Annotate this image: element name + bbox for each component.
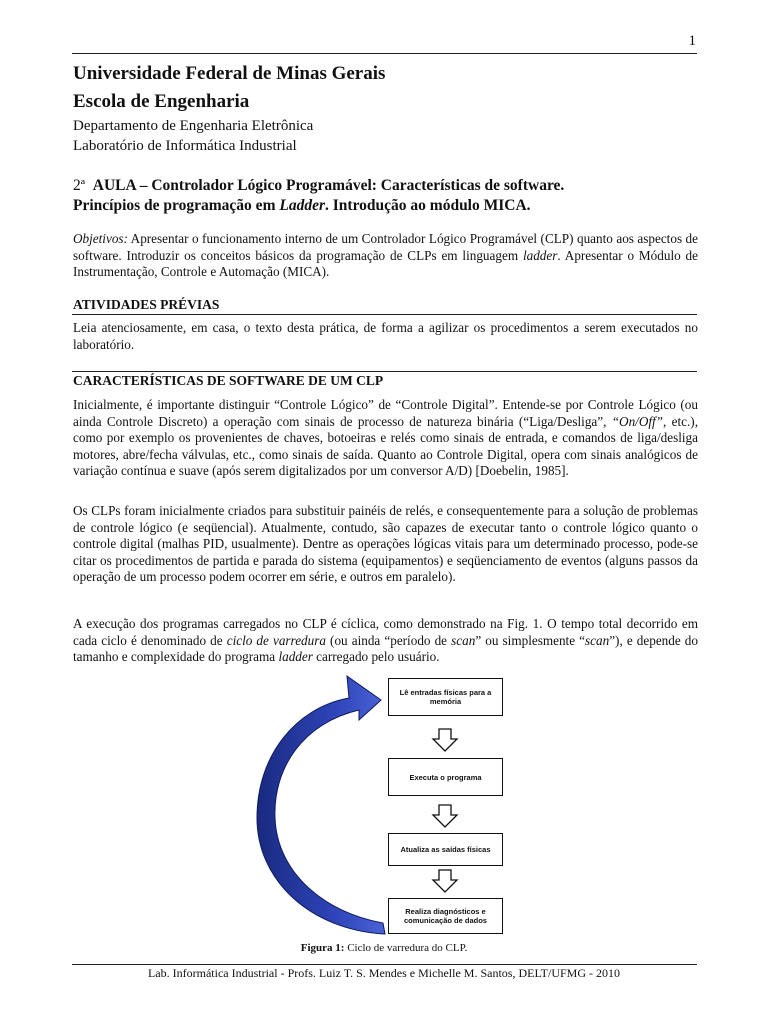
paragraph-italic: scan xyxy=(585,632,610,648)
down-arrow-icon xyxy=(431,869,459,893)
section-heading-previous-activities: ATIVIDADES PRÉVIAS xyxy=(73,297,220,312)
lesson-title-line2b: . Introdução ao módulo MICA. xyxy=(325,197,531,214)
objectives-ladder: ladder xyxy=(522,247,558,263)
scan-cycle-figure xyxy=(255,668,535,940)
lesson-title-ladder: Ladder xyxy=(279,197,325,214)
paragraph-italic: scan xyxy=(451,632,476,648)
paragraph-text: carregado pelo usuário. xyxy=(312,649,440,665)
paragraph-text: Inicialmente, é importante distinguir “Controle Lógico” de “Controle Digital”. Entende-se por Controle Lógico (ou ainda Controle Discreto) a operação com sinais de processo de natureza binária (“Liga/Desliga”, xyxy=(73,397,698,429)
down-arrow-icon xyxy=(431,804,459,828)
caption-text: Ciclo de varredura do CLP. xyxy=(344,942,468,954)
school-name: Escola de Engenharia xyxy=(73,91,250,112)
page-footer: Lab. Informática Industrial - Profs. Luiz T. S. Mendes e Michelle M. Santos, DELT/UFMG - 2010 xyxy=(147,966,621,980)
section-heading-software-characteristics: CARACTERÍSTICAS DE SOFTWARE DE UM CLP xyxy=(73,373,384,388)
objectives-label: Objetivos: xyxy=(73,231,128,246)
objectives-paragraph xyxy=(73,231,698,281)
paragraph-text: A execução dos programas carregados no CLP é cíclica, como demonstrado na Fig. 1. O tempo total decorrido em cada ciclo é denominado de xyxy=(73,616,698,648)
lesson-title-line2a: Princípios de programação em xyxy=(73,197,280,214)
page-number: 1 xyxy=(688,33,696,49)
section-divider xyxy=(72,371,697,372)
software-paragraph-1 xyxy=(73,397,698,480)
previous-activities-paragraph: Leia atenciosamente, em casa, o texto desta prática, de forma a agilizar os procedimentos a serem executados no laboratório. xyxy=(73,320,698,352)
paragraph-italic: “On/Off” xyxy=(611,413,664,429)
software-paragraph-2: Os CLPs foram inicialmente criados para substituir painéis de relés, e consequentemente para a solução de problemas de controle lógico (e seqüencial). Atualmente, contudo, são capazes de executar tanto o controle lógico quanto o controle digital (malhas PID, usualmente). Dentre as operações lógicas vitais para um determinado processo, pode-se citar os procedimentos de partida e parada do sistema (equipamentos) e seqüenciamento de eventos (alguns passos da operação de um processo podem ocorrer em série, e outros em paralelo). xyxy=(73,503,698,585)
header-divider xyxy=(72,53,697,54)
down-arrow-icon xyxy=(431,728,459,752)
laboratory-name: Laboratório de Informática Industrial xyxy=(73,138,297,154)
footer-divider xyxy=(72,964,697,965)
software-paragraph-3 xyxy=(73,616,698,666)
figure-caption xyxy=(0,942,768,954)
flow-box-update-outputs: Atualiza as saídas físicas xyxy=(388,833,503,866)
paragraph-text: ”), e depende do tamanho e complexidade do programa xyxy=(73,632,698,665)
paragraph-italic: ladder xyxy=(278,649,313,665)
lesson-number: 2ª xyxy=(73,177,86,194)
paragraph-italic: ciclo de varredura xyxy=(226,632,326,648)
objectives-text: Apresentar o funcionamento interno de um Controlador Lógico Programável (CLP) quanto aos aspectos de software. Introduzir os conceitos básicos da programação de CLPs em linguagem xyxy=(73,231,698,263)
flow-box-diagnostics: Realiza diagnósticos e comunicação de dados xyxy=(388,898,503,934)
lesson-title-line1: AULA – Controlador Lógico Programável: Características de software. xyxy=(92,177,565,194)
section-divider xyxy=(72,314,697,315)
objectives-text-end: . Apresentar o Módulo de Instrumentação, Controle e Automação (MICA). xyxy=(73,247,698,280)
university-name: Universidade Federal de Minas Gerais xyxy=(73,63,386,84)
paragraph-text: ” ou simplesmente “ xyxy=(475,632,586,648)
caption-label: Figura 1: xyxy=(300,942,345,954)
department-name: Departamento de Engenharia Eletrônica xyxy=(73,118,314,134)
flow-box-execute-program: Executa o programa xyxy=(388,758,503,796)
lesson-title xyxy=(73,176,698,216)
paragraph-text: , etc.), como por exemplo os provenientes de chaves, botoeiras e relés como sinais de entrada, e comandos de liga/desliga motores, abre/fecha válvulas, etc., como sinais de saída. Quanto ao Controle Digital, opera com sinais analógicos de variação contínua e suave (após serem digitalizados por um conversor A/D) [Doebelin, 1985]. xyxy=(73,413,698,479)
paragraph-text: (ou ainda “período de xyxy=(325,632,452,648)
flow-box-read-inputs: Lê entradas físicas para a memória xyxy=(388,678,503,716)
